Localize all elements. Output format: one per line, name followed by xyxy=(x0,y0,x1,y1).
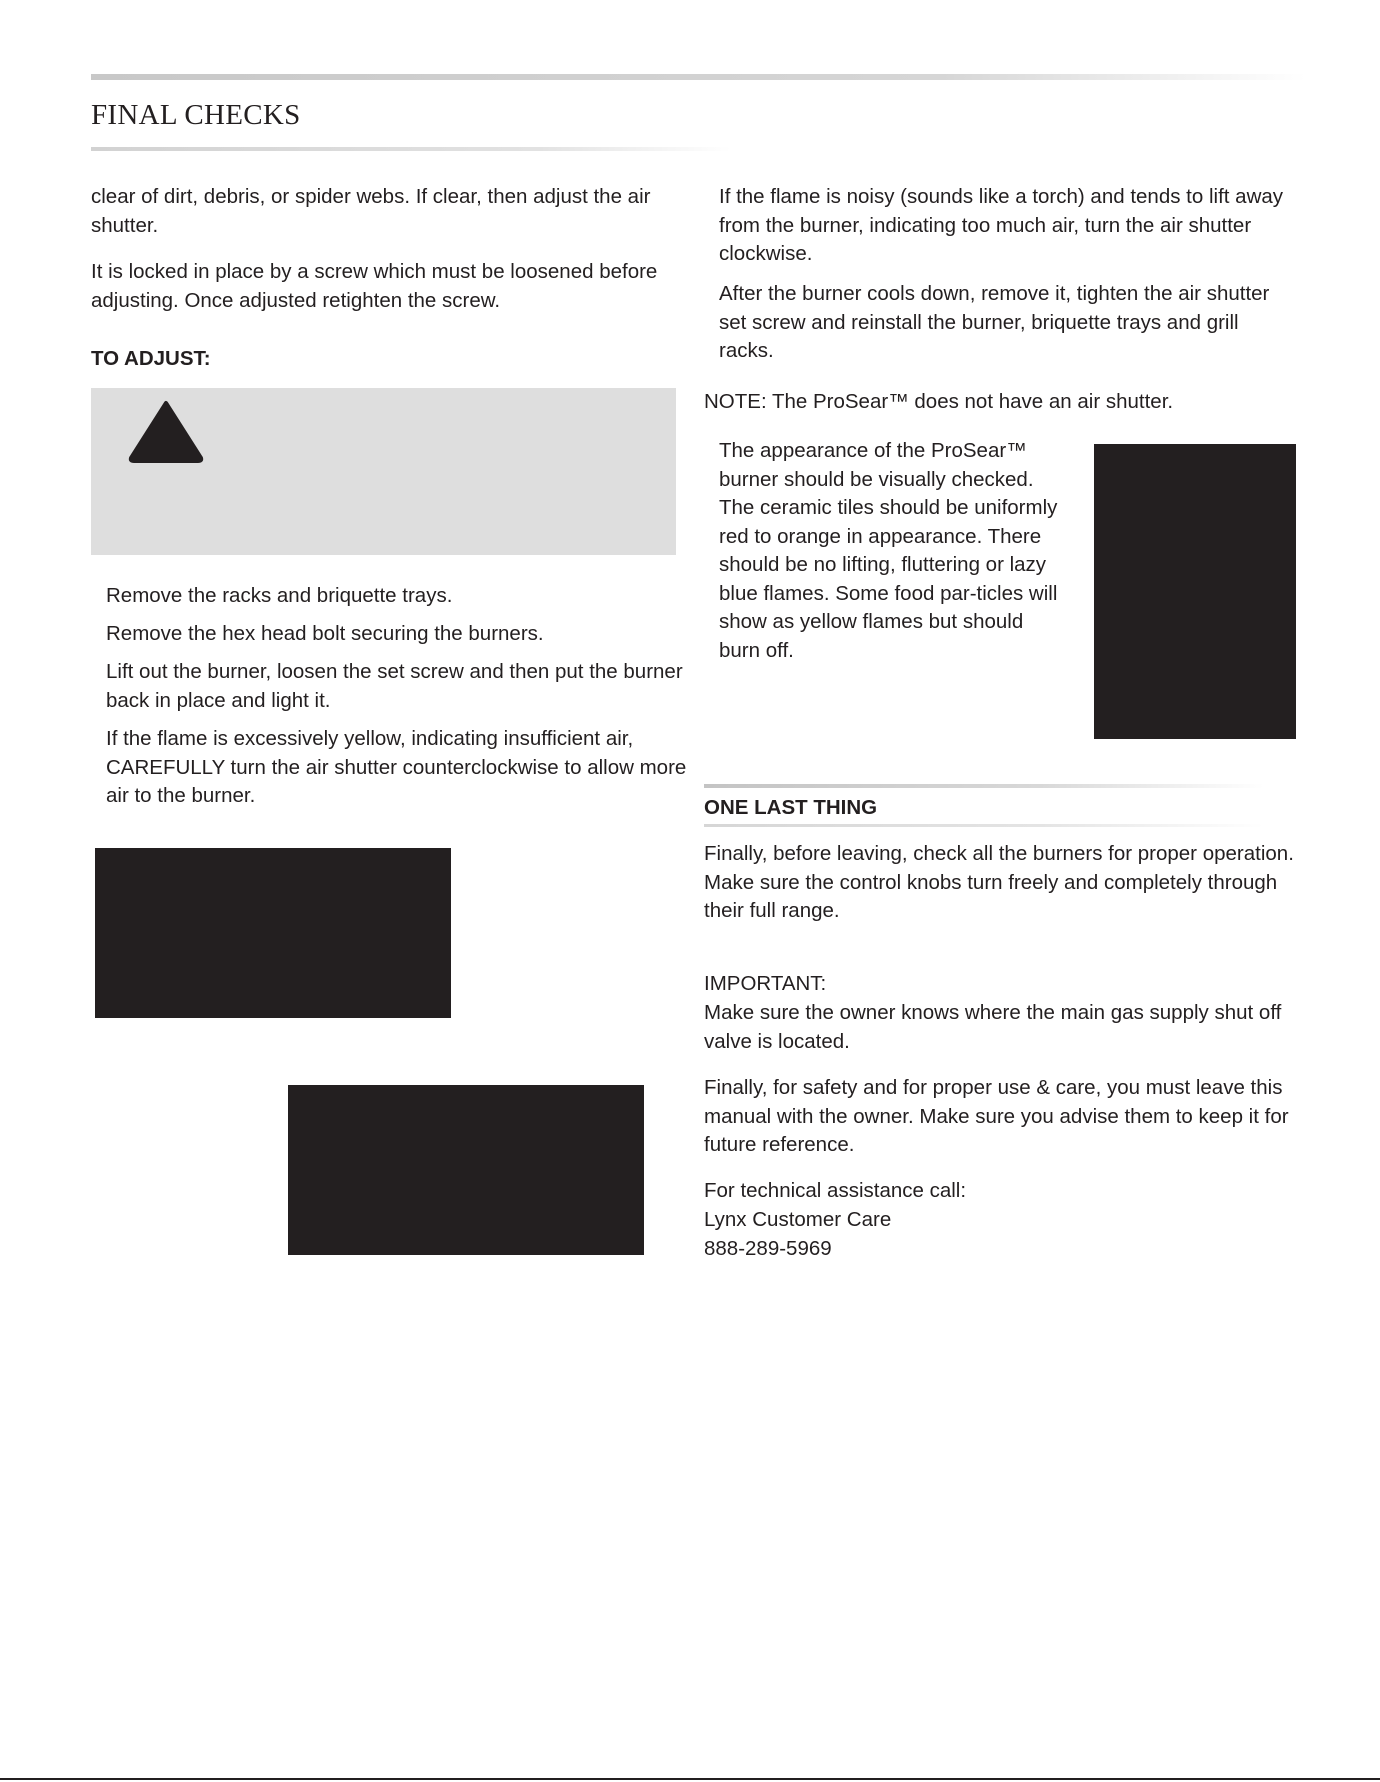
to-adjust-heading: TO ADJUST: xyxy=(91,347,211,370)
one-last-thing-paragraph: Finally, before leaving, check all the burners for proper operation. Make sure the control knobs turn freely and completely through their full range. xyxy=(704,842,1294,922)
page-title: FINAL CHECKS xyxy=(91,99,301,131)
intro-paragraph-2: It is locked in place by a screw which must be loosened before adjusting. Once adjusted retighten the screw. xyxy=(91,260,658,312)
manual-paragraph: Finally, for safety and for proper use & care, you must leave this manual with the owner. Make sure you advise them to keep it for future reference. xyxy=(704,1076,1289,1156)
warning-triangle-icon xyxy=(127,400,205,469)
bottom-rule xyxy=(0,1778,1380,1780)
step-remove-racks: Remove the racks and briquette trays. xyxy=(106,584,453,607)
warning-box xyxy=(91,388,676,555)
heading-underline xyxy=(704,824,1264,827)
title-rule xyxy=(91,147,731,151)
step-noisy-flame: If the flame is noisy (sounds like a torch) and tends to lift away from the burner, indicating too much air, turn the air shutter clockwise. xyxy=(719,185,1284,265)
intro-paragraph-1: clear of dirt, debris, or spider webs. If clear, then adjust the air shutter. xyxy=(91,185,651,237)
prosear-paragraph: The appearance of the ProSear™ burner should be visually checked. The ceramic tiles should be uniformly red to orange in appearance. There should be no lifting, fluttering or lazy blue flames. Some food par-ticles will show as yellow flames but should burn off. xyxy=(719,439,1058,662)
prosear-note: NOTE: The ProSear™ does not have an air shutter. xyxy=(704,390,1174,413)
burner-photo-2 xyxy=(288,1085,644,1255)
prosear-burner-photo xyxy=(1094,444,1296,739)
tech-assistance-label: For technical assistance call: xyxy=(704,1179,967,1202)
step-lift-burner: Lift out the burner, loosen the set screw and then put the burner back in place and light it. xyxy=(106,660,683,712)
important-paragraph: Make sure the owner knows where the main gas supply shut off valve is located. xyxy=(704,1001,1282,1053)
burner-photo-1 xyxy=(95,848,451,1018)
top-rule xyxy=(91,74,1306,80)
one-last-thing-heading: ONE LAST THING xyxy=(704,796,878,819)
step-yellow-flame: If the flame is excessively yellow, indicating insufficient air, CAREFULLY turn the air shutter counterclockwise to allow more air to the burner. xyxy=(106,727,687,807)
important-heading: IMPORTANT: xyxy=(704,972,827,995)
phone-number: 888-289-5969 xyxy=(704,1237,832,1260)
company-name: Lynx Customer Care xyxy=(704,1208,892,1231)
step-burner-cools: After the burner cools down, remove it, tighten the air shutter set screw and reinstall the burner, briquette trays and grill racks. xyxy=(719,282,1270,362)
section-rule xyxy=(704,784,1264,788)
step-remove-bolt: Remove the hex head bolt securing the burners. xyxy=(106,622,544,645)
